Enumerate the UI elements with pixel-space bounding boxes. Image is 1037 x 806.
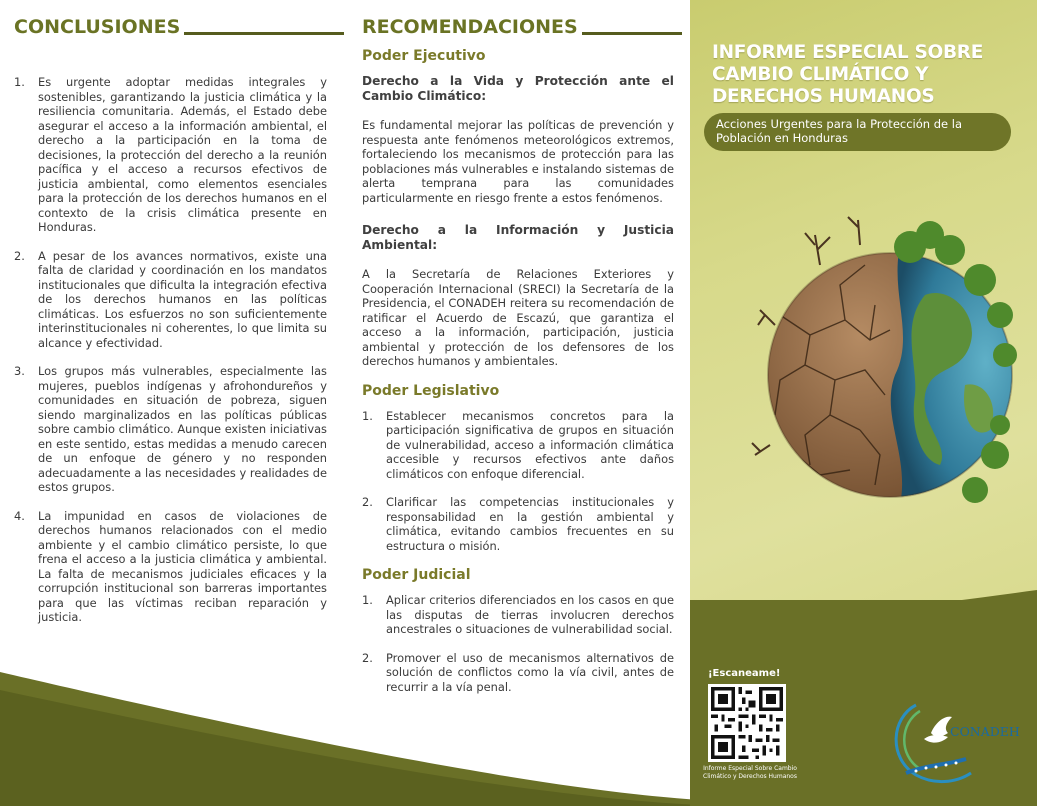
heading-rule (582, 32, 682, 35)
conadeh-dove-logo-icon (886, 693, 986, 788)
item-text: La impunidad en casos de violaciones de derechos humanos relacionados con el medio ambiente y el cambio climático persiste, lo que frena el acceso a la justicia climática y ambiental. La falta de mecanismos judiciales eficaces y la corrupción institucional son barreras importantes para que las víctimas reciban reparación y justicia. (38, 508, 327, 624)
cover-title: INFORME ESPECIAL SOBRE CAMBIO CLIMÁTICO Y DERECHOS HUMANOS (712, 42, 984, 107)
life-protection-subheading: Derecho a la Vida y Protección ante el Cambio Climático: (362, 74, 674, 103)
item-text: Establecer mecanismos concretos para la participación significativa de grupos en situación de vulnerabilidad, acceso a información climática accesible y recursos efectivos ante daños climáticos con enfoque diferencial. (386, 408, 674, 481)
legislative-power-title: Poder Legislativo (362, 382, 500, 399)
executive-power-title: Poder Ejecutivo (362, 48, 486, 64)
item-number: 1. (362, 408, 373, 423)
conclusions-heading (14, 16, 344, 38)
recommendations-heading (362, 16, 682, 38)
item-number: 3. (14, 364, 25, 378)
list-item (362, 409, 674, 482)
conclusions-list (14, 75, 327, 639)
item-text: Clarificar las competencias institucionales y responsabilidad en la gestión ambiental y climática, evitando cambios frecuentes en su estructura o misión. (386, 495, 674, 553)
qr-caption: Informe Especial Sobre Cambio Climático y Derechos Humanos (703, 765, 797, 780)
recommendations-heading-text: RECOMENDACIONES (362, 16, 578, 38)
list-item (14, 509, 327, 625)
cover-subtitle: Acciones Urgentes para la Protección de la Población en Honduras (704, 113, 1011, 151)
item-number: 2. (362, 650, 373, 665)
conadeh-logo-text: CONADEH (950, 724, 1020, 739)
item-number: 4. (14, 508, 25, 523)
judicial-list (362, 593, 674, 694)
item-text: Los grupos más vulnerables, especialmente las mujeres, pueblos indígenas y afrohondureños y comunidades en situación de pobreza, siguen siendo marginalizados en las políticas públicas sobre cambio climático. Aunque existen iniciativas en este sentido, estas medidas a menudo carecen de un enfoque de género y no responden adecuadamente a las necesidades y realidades de estos grupos. (38, 364, 327, 494)
item-text: A pesar de los avances normativos, existe una falta de claridad y coordinación en los mandatos institucionales que dificulta la integración efectiva de los derechos humanos en las políticas climáticas. Los esfuerzos no son suficientemente interinstitucionales ni coherentes, lo que limita su alcance y efectividad. (38, 248, 327, 350)
life-protection-paragraph: Es fundamental mejorar las políticas de prevención y respuesta ante fenómenos meteorológicos extremos, fortaleciendo los mecanismos de protección para las poblaciones más vulnerables e instalando sistemas de alerta temprana para las comunidades particularmente en riesgo frente a estos fenómenos. (362, 118, 674, 205)
item-number: 2. (14, 248, 25, 263)
information-justice-paragraph: A la Secretaría de Relaciones Exteriores y Cooperación Internacional (SRECI) la Secretaría de la Presidencia, el CONADEH reitera su recomendación de ratificar el Acuerdo de Escazú, que garantiza el acceso a la información, participación, justicia ambiental y protección de los defensores de los derechos humanos y ambientales. (362, 267, 674, 368)
information-justice-subheading: Derecho a la Información y Justicia Ambiental: (362, 223, 674, 252)
recommendations-column (362, 48, 674, 708)
list-item (362, 495, 674, 553)
qr-code-icon[interactable] (708, 684, 786, 762)
heading-rule (184, 32, 344, 35)
cover-panel (690, 0, 1037, 806)
item-number: 2. (362, 495, 373, 509)
judicial-power-title: Poder Judicial (362, 567, 471, 583)
legislative-list (362, 409, 674, 554)
item-text: Es urgente adoptar medidas integrales y sostenibles, garantizando la justicia climática y la resiliencia comunitaria. Además, el Estado debe asegurar el acceso a la información ambiental, el derecho a la participación en la toma de decisiones, la protección del derecho a la reunión pacífica y el acceso a recursos efectivos de justicia ambiental, como elementos esenciales para la protección de los derechos humanos en el contexto de la crisis climática presente en Honduras. (38, 75, 327, 234)
item-number: 1. (362, 593, 373, 607)
item-number: 1. (14, 75, 25, 89)
cracked-earth-globe-illustration (750, 205, 1026, 531)
item-text: Aplicar criterios diferenciados en los casos en que las disputas de tierras involucren derechos ancestrales o situaciones de vulnerabilidad social. (386, 593, 674, 636)
list-item (14, 249, 327, 351)
conclusions-heading-text: CONCLUSIONES (14, 16, 181, 38)
list-item (14, 364, 327, 495)
item-text: Promover el uso de mecanismos alternativos de solución de conflictos como la vía civil, antes de recurrir a la vía penal. (386, 650, 674, 694)
list-item (362, 593, 674, 637)
scan-label: ¡Escaneame! (708, 668, 781, 679)
list-item (362, 651, 674, 695)
list-item (14, 75, 327, 235)
